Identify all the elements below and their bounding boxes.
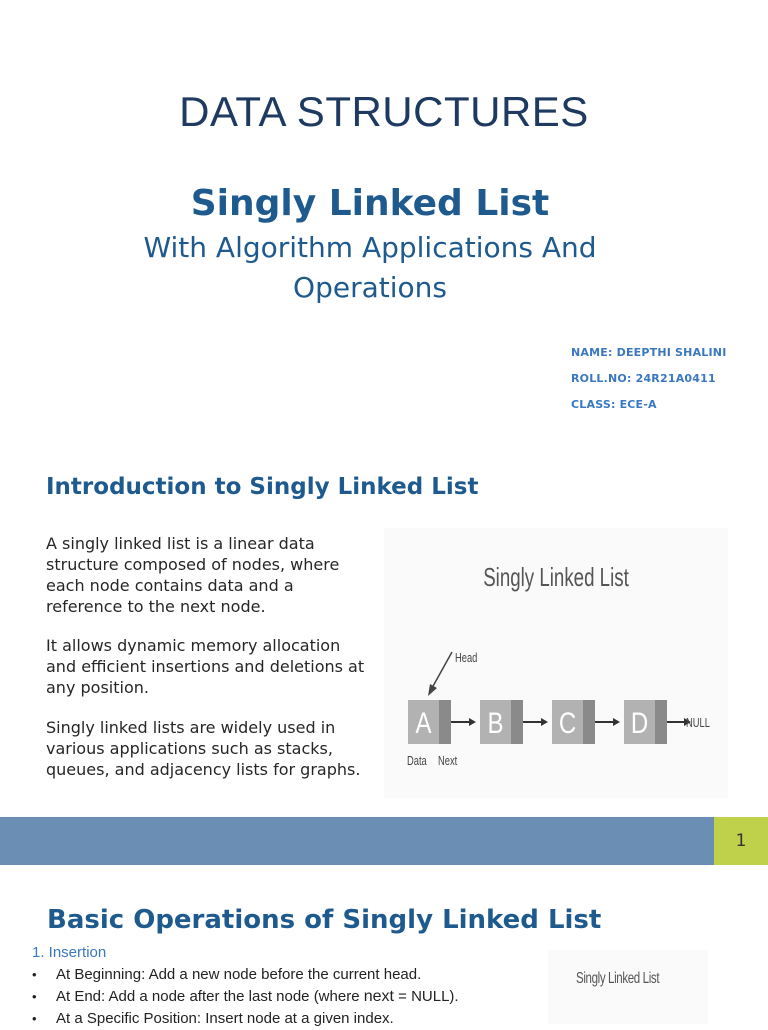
page-number: 1 xyxy=(714,817,768,865)
insertion-list xyxy=(32,964,459,1030)
head-arrow xyxy=(432,652,452,688)
insertion-section-label: 1. Insertion xyxy=(32,944,107,961)
head-label: Head xyxy=(455,651,478,666)
main-title: DATA STRUCTURES xyxy=(179,88,589,135)
list-item xyxy=(32,986,459,1008)
roll-number: ROLL.NO: 24R21A0411 xyxy=(571,372,716,385)
arrow-head-icon xyxy=(541,718,548,726)
bullet-icon: • xyxy=(32,1011,37,1026)
node-label: C xyxy=(558,705,577,740)
list-item xyxy=(32,1008,459,1030)
next-label: Next xyxy=(438,754,458,769)
null-label: NULL xyxy=(686,716,710,731)
bullet-icon: • xyxy=(32,967,37,982)
intro-heading: Introduction to Singly Linked List xyxy=(46,474,479,500)
intro-paragraph-2: It allows dynamic memory allocation and efficient insertions and deletions at any position. xyxy=(46,636,365,697)
thumbnail-diagram xyxy=(548,950,708,1024)
bullet-icon: • xyxy=(32,989,37,1004)
node-a-next xyxy=(439,700,451,744)
diagram-title: Singly Linked List xyxy=(483,561,629,592)
list-item-text: At a Specific Position: Insert node at a given index. xyxy=(56,1010,394,1027)
node-b-next xyxy=(511,700,523,744)
linked-list-diagram-svg xyxy=(384,528,728,798)
linked-list-diagram xyxy=(384,528,728,798)
head-arrow-tip xyxy=(428,684,437,696)
list-item-code: next xyxy=(363,988,394,1005)
list-item-text: At End: Add a node after the last node (where xyxy=(56,988,364,1005)
data-label: Data xyxy=(407,754,427,769)
tagline: With Algorithm Applications And Operations xyxy=(143,231,597,304)
node-group xyxy=(408,700,691,744)
operations-heading: Basic Operations of Singly Linked List xyxy=(47,905,602,935)
arrow-head-icon xyxy=(613,718,620,726)
list-item-text-tail: = NULL). xyxy=(393,988,459,1005)
node-c-next xyxy=(583,700,595,744)
node-d-next xyxy=(655,700,667,744)
intro-paragraph-1: A singly linked list is a linear data structure composed of nodes, where each node contains data and a reference to the next node. xyxy=(46,534,340,616)
list-item xyxy=(32,964,459,986)
thumbnail-title: Singly Linked List xyxy=(576,970,660,987)
node-label: B xyxy=(487,705,504,740)
list-item-text: At Beginning: Add a new node before the current head. xyxy=(56,966,422,983)
node-label: D xyxy=(630,705,649,740)
subtitle: Singly Linked List xyxy=(190,183,550,224)
node-label: A xyxy=(415,705,432,740)
intro-paragraph-3: Singly linked lists are widely used in various applications such as stacks, queues, and adjacency lists for graphs. xyxy=(46,718,361,779)
author-name: NAME: DEEPTHI SHALINI xyxy=(571,346,727,359)
arrow-head-icon xyxy=(469,718,476,726)
class-label: CLASS: ECE-A xyxy=(571,398,657,411)
slide-footer-bar xyxy=(0,817,714,865)
